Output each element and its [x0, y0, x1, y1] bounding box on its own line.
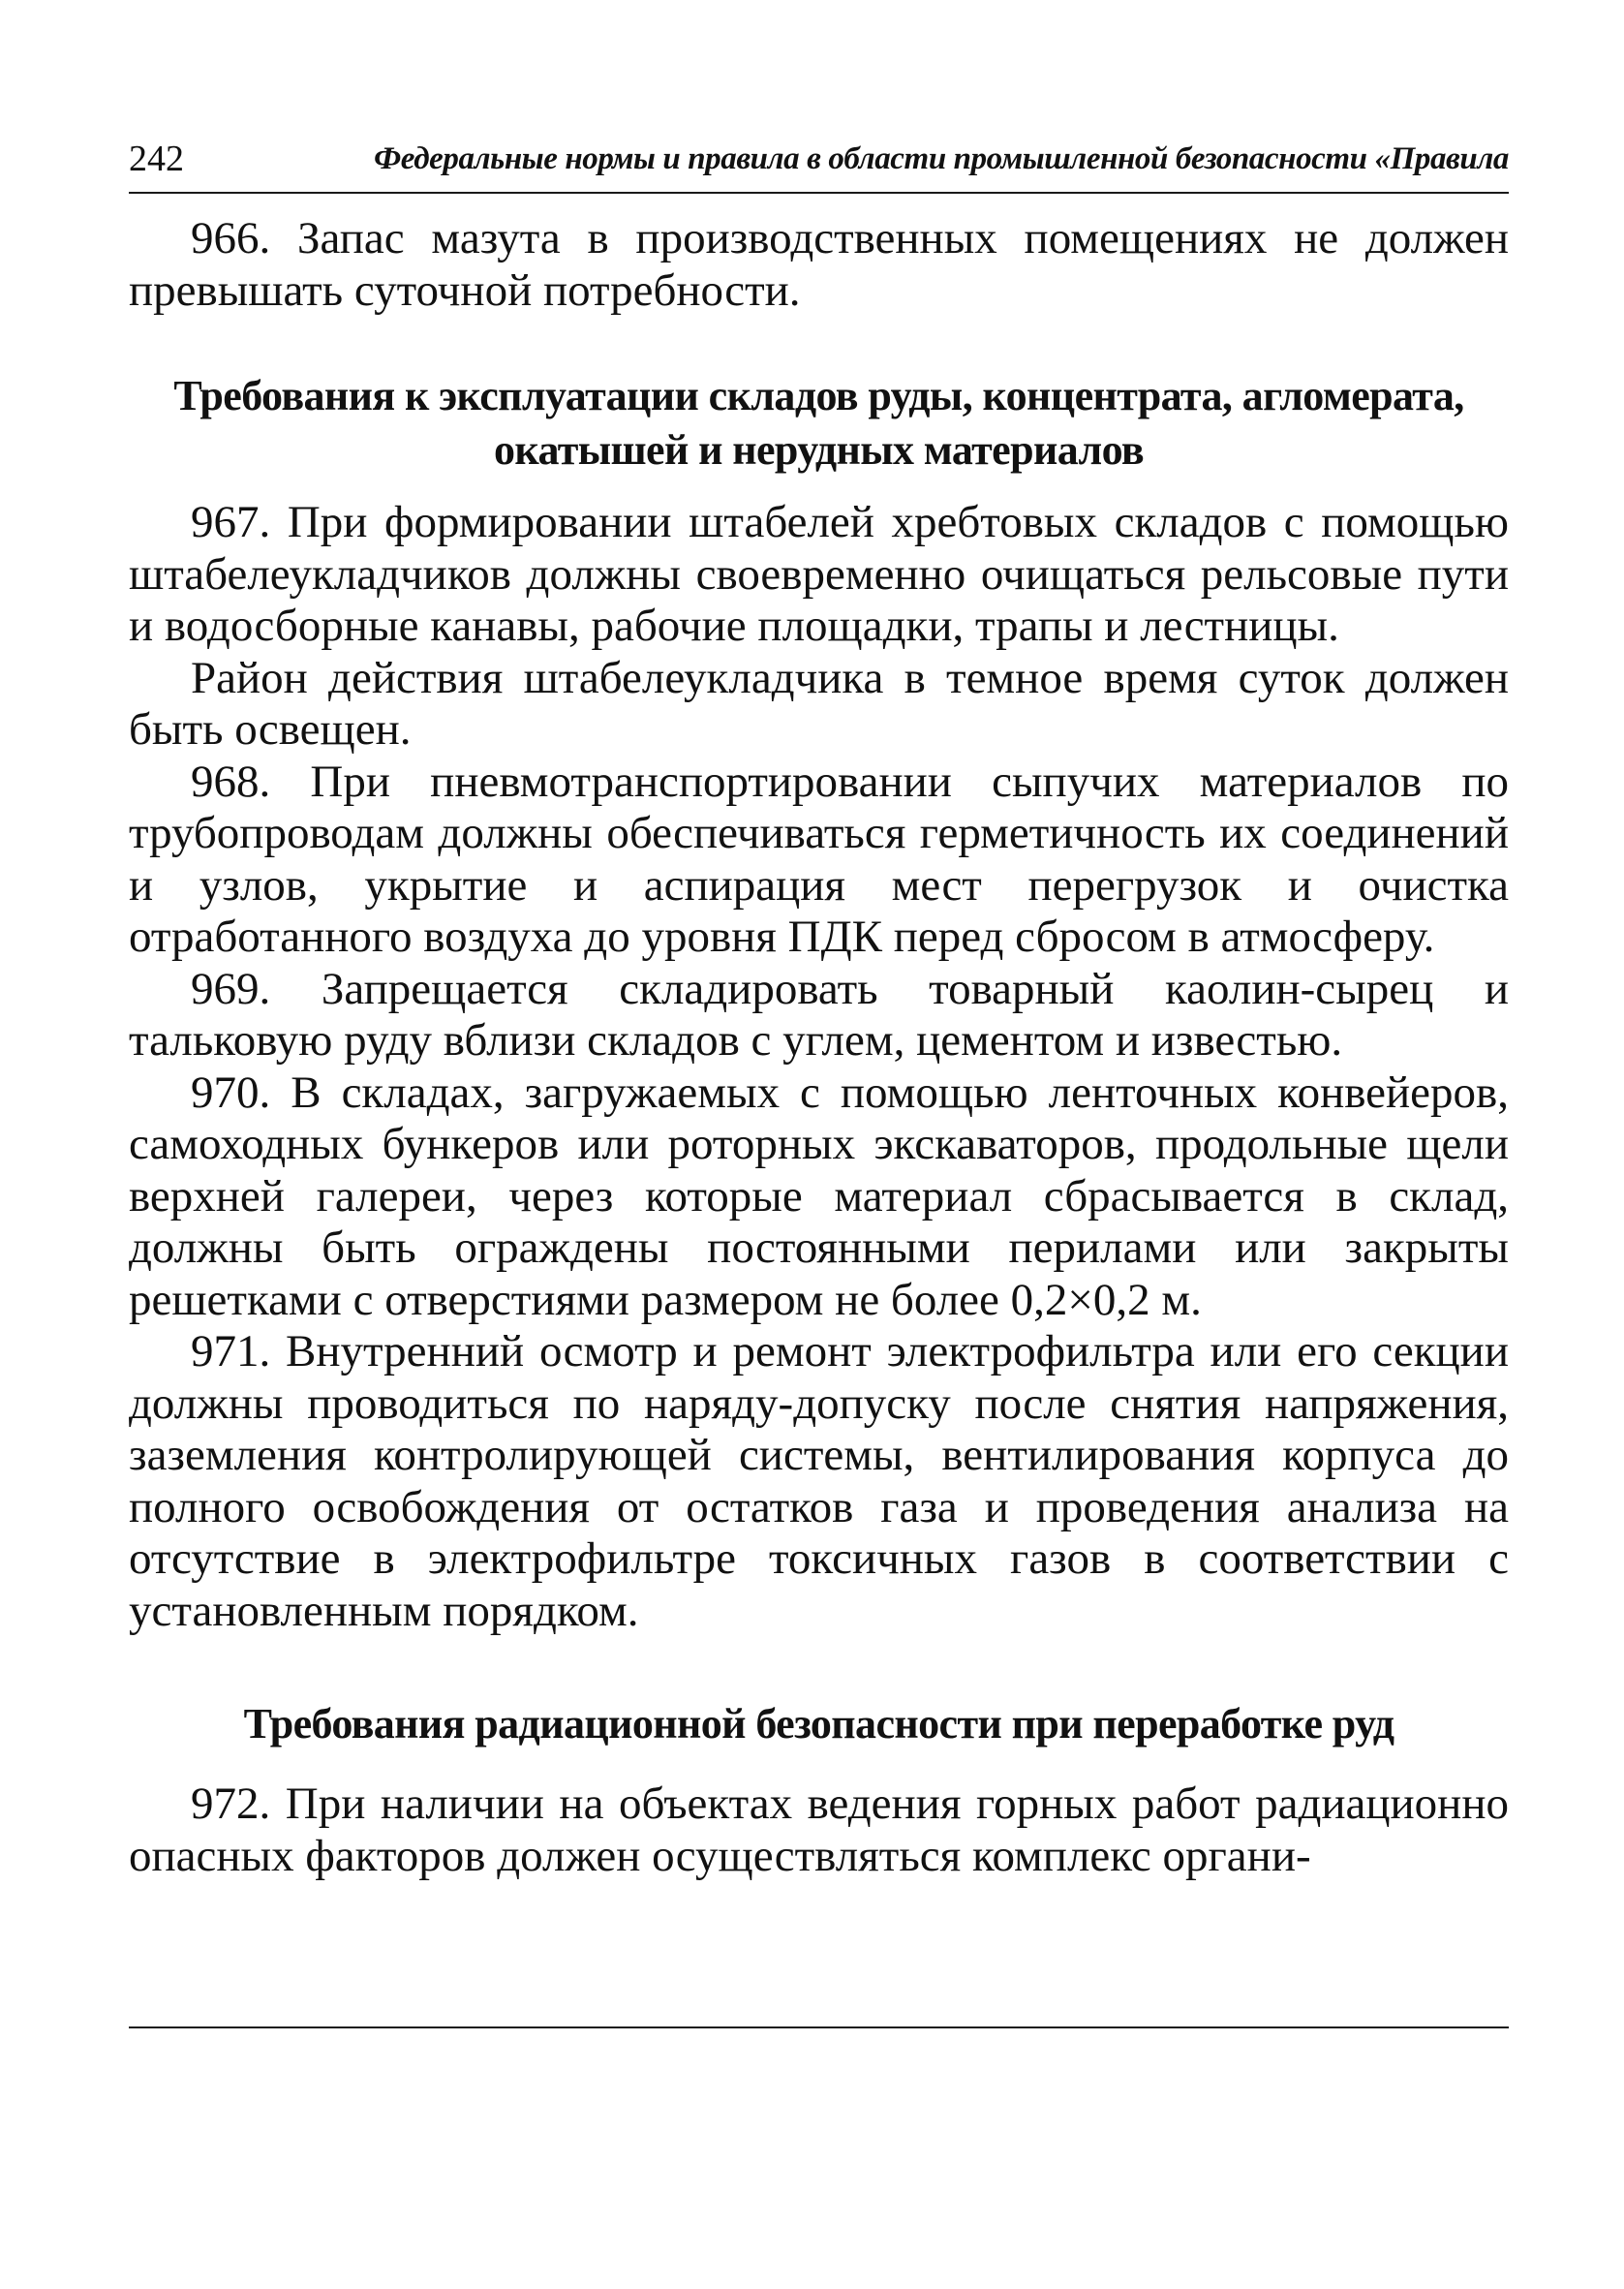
section-heading-radiation: Требования радиационной безопасности при переработке руд	[243, 1700, 1394, 1748]
document-page	[129, 126, 1509, 2141]
paragraph-966: 966. Запас мазута в производственных помещениях не должен превышать суточной потребности.	[129, 213, 1509, 316]
page-number: 242	[129, 139, 184, 179]
section-heading-storage-line-1: Требования к эксплуатации складов руды, концентрата, агломерата,	[173, 372, 1464, 419]
paragraph-968: 968. При пневмотранспортировании сыпучих материалов по трубопроводам должны обеспечиваться герметичность их соединений и узлов, укрытие и аспирация мест перегрузок и очистка отработанного воздуха до уровня ПДК перед сбросом в атмосферу.	[129, 756, 1509, 962]
paragraph-971: 971. Внутренний осмотр и ремонт электрофильтра или его секции должны проводиться по наряду-допуску после снятия напряжения, заземления контролирующей системы, вентилирования корпуса до полного освобождения от остатков газа и проведения анализа на отсутствие в электрофильтре токсичных газов в соответствии с установленным порядком.	[129, 1326, 1509, 1636]
footnote-separator-rule	[129, 2026, 1509, 2028]
running-title: Федеральные нормы и правила в области промышленной безопасности «Правила	[374, 141, 1509, 176]
paragraph-972: 972. При наличии на объектах ведения горных работ радиационно опасных факторов должен осуществляться комплекс органи-	[129, 1779, 1509, 1881]
section-heading-storage	[129, 369, 1509, 478]
running-header	[129, 126, 1509, 194]
paragraph-967: 967. При формировании штабелей хребтовых складов с помощью штабелеукладчиков должны своевременно очищаться рельсовые пути и водосборные канавы, рабочие площадки, трапы и лестницы.	[129, 497, 1509, 651]
body-text	[129, 213, 1509, 1882]
paragraph-967-lighting: Район действия штабелеукладчика в темное время суток должен быть освещен.	[129, 652, 1509, 755]
paragraph-969: 969. Запрещается складировать товарный каолин-сырец и тальковую руду вблизи складов с углем, цементом и известью.	[129, 963, 1509, 1066]
paragraph-970: 970. В складах, загружаемых с помощью ленточных конвейеров, самоходных бункеров или роторных экскаваторов, продольные щели верхней галереи, через которые материал сбрасывается в склад, должны быть ограждены постоянными перилами или закрыты решетками с отверстиями размером не более 0,2×0,2 м.	[129, 1067, 1509, 1325]
section-heading-storage-line-2: окатышей и нерудных материалов	[493, 426, 1145, 474]
